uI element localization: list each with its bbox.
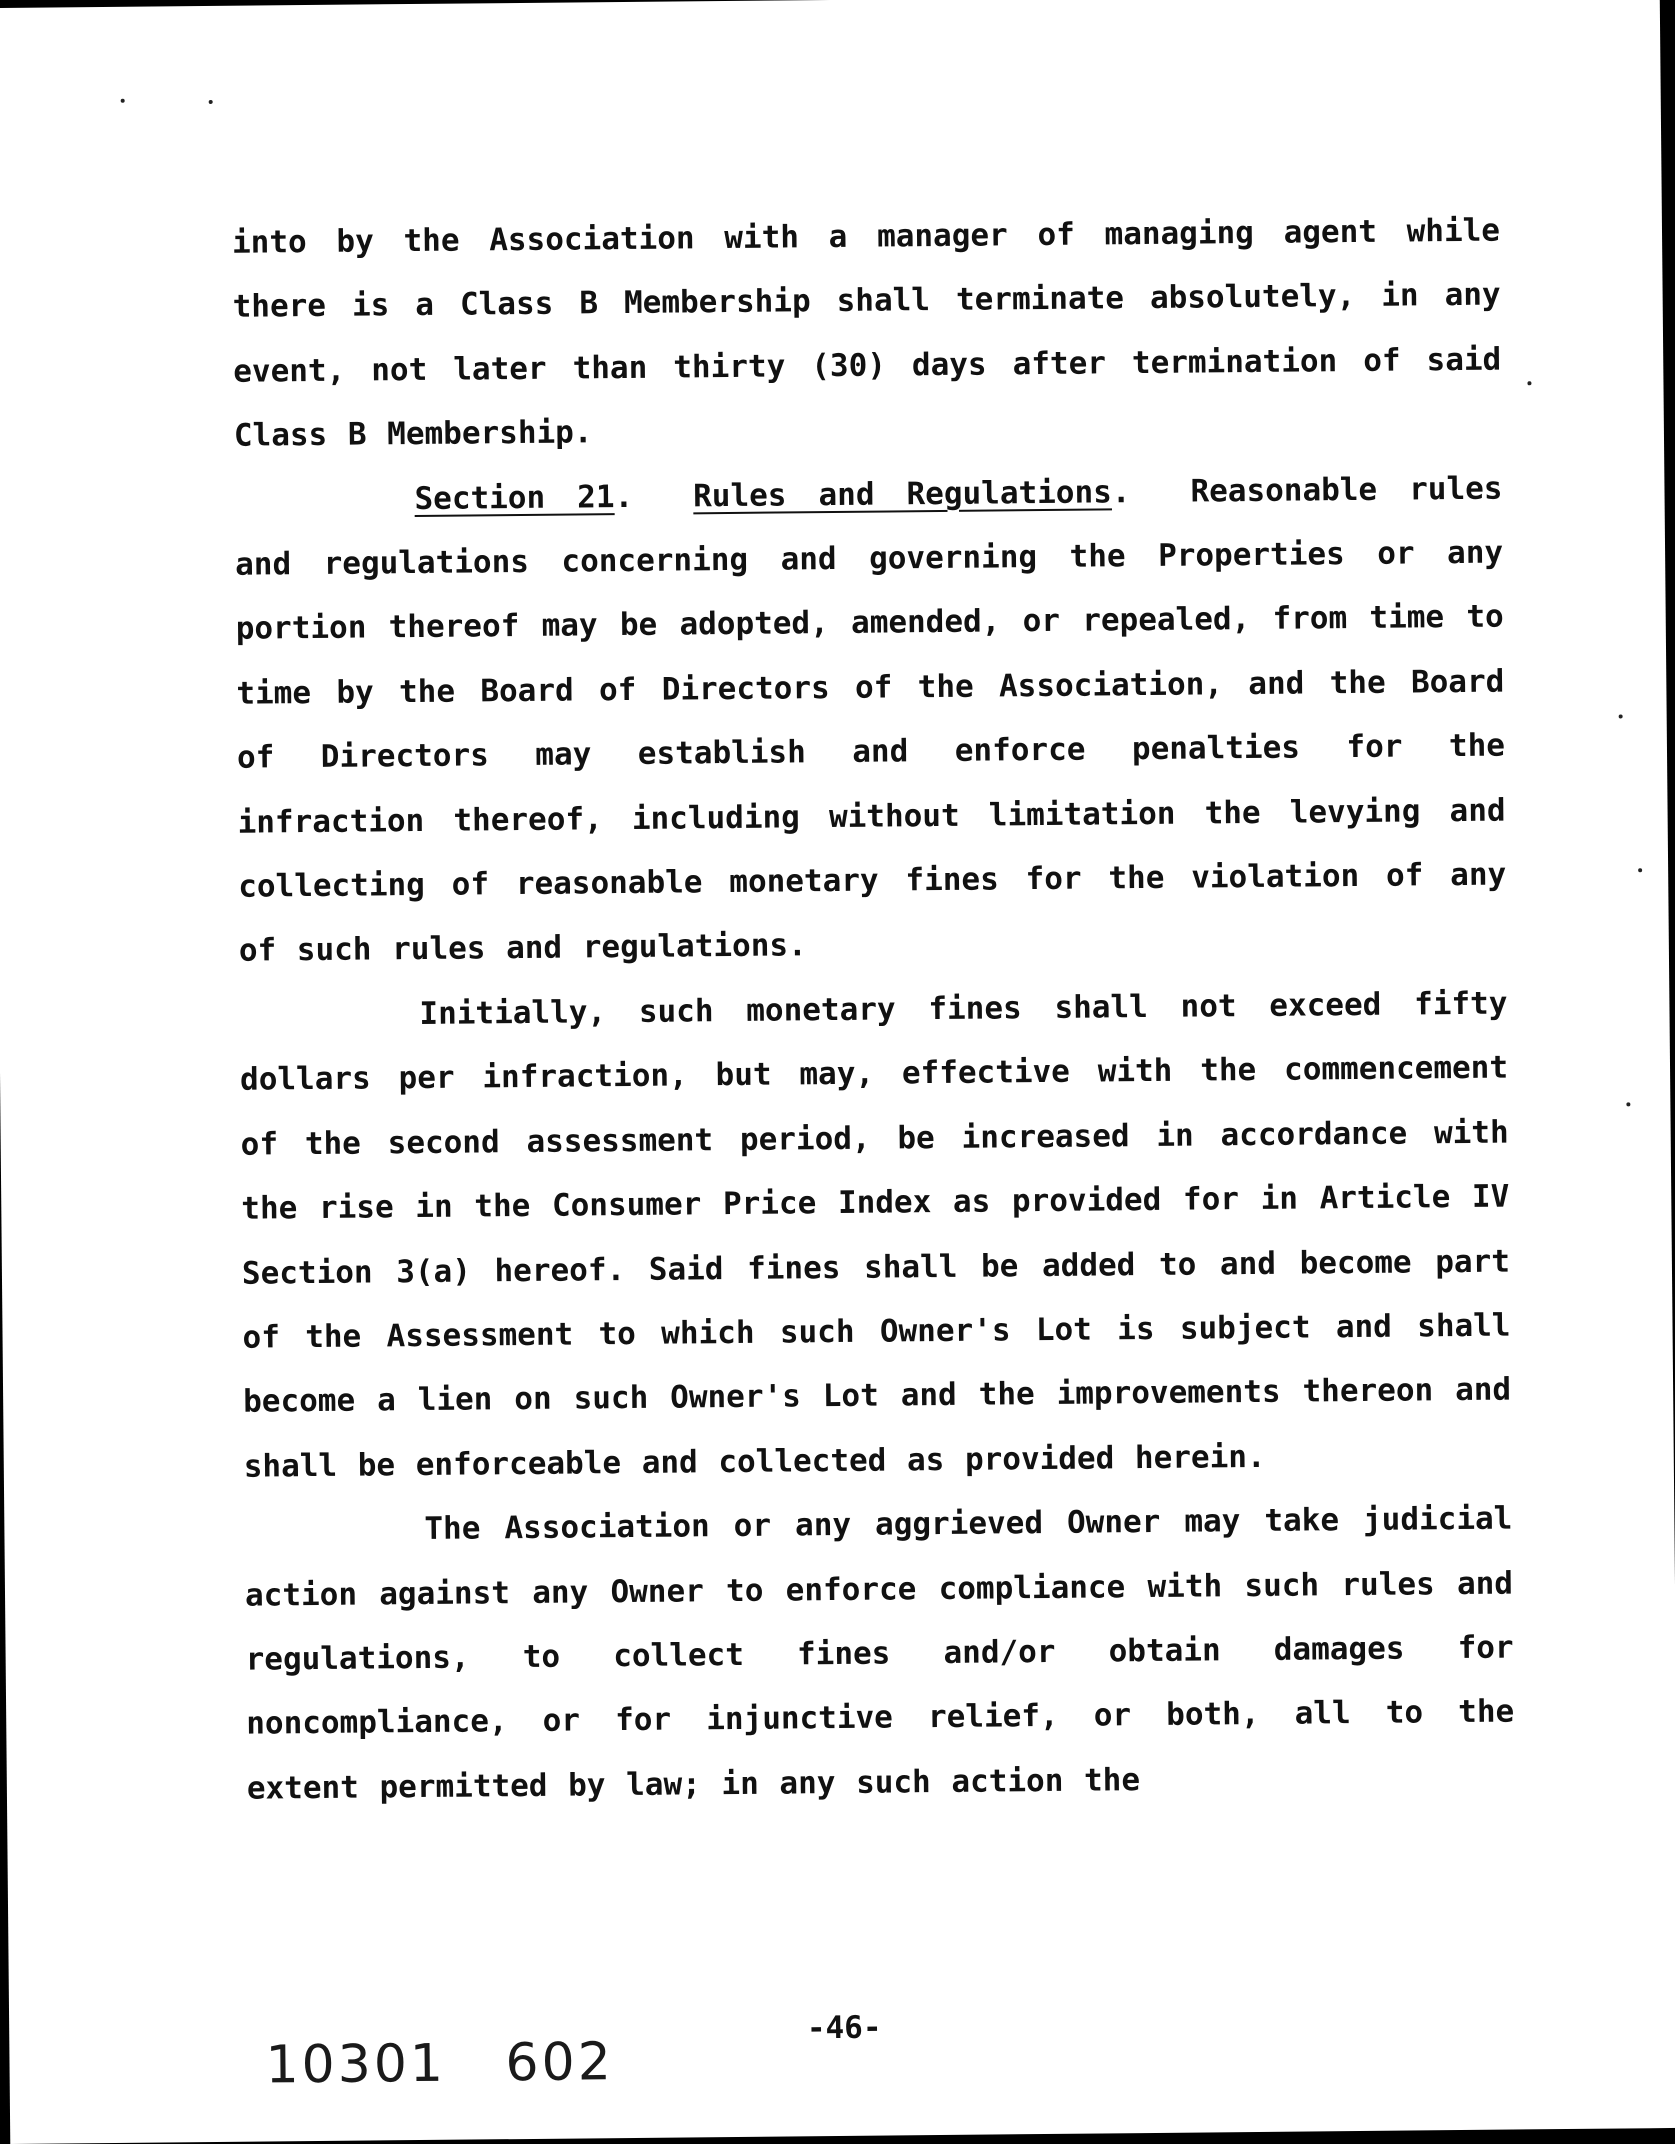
section-title: Rules and Regulations — [693, 473, 1112, 514]
page-number: -46- — [806, 2009, 882, 2047]
reference-number: 10301 602 — [265, 2032, 615, 2096]
paragraph-judicial-action: The Association or any aggrieved Owner may take judicial action against any Owner to enforce compliance with such rules and regulations, to collect fines and/or obtain damages for noncompliance, or for injunctive relief, or both, all to the extent permitted by law; in any such action the — [244, 1500, 1515, 1807]
section-number: Section 21 — [414, 478, 615, 517]
document-body — [232, 199, 1515, 1821]
paragraph-fines: Initially, such monetary fines shall not exceed fifty dollars per infraction, but may, effective with the commencement of the second assessment period, be increased in accordance with the rise in the Consumer Price Index as provided for in Article IV Section 3(a) hereof. Said fines shall be added to and become part of the Assessment to which such Owner's Lot is subject and shall become a lien on such Owner's Lot and the improvements thereon and shall be enforceable and collected as provided herein. — [239, 985, 1512, 1485]
paragraph-continuation: into by the Association with a manager of managing agent while there is a Class B Membership shall terminate absolutely, in any event, not later than thirty (30) days after termination of said Class B Membership. — [231, 212, 1502, 454]
scan-speck — [1626, 1102, 1630, 1106]
scan-speck — [1527, 381, 1531, 385]
scan-speck — [209, 100, 213, 104]
paragraph-body: Reasonable rules and regulations concerning and governing the Properties or any portion thereof may be adopted, amended, or repealed, from time to time by the Board of Directors of the Association, and the Board of Directors may establish and enforce penalties for the infraction thereof, including without limitation the levying and collecting of reasonable monetary fines for the violation of any of such rules and regulations. — [234, 470, 1507, 970]
scan-speck — [1619, 714, 1623, 718]
paragraph-section-21: Section 21. Rules and Regulations. Reasonable rules and regulations concerning and governing the Properties or any portion thereof may be adopted, amended, or repealed, from time to time by the Board of Directors of the Association, and the Board of Directors may establish and enforce penalties for the infraction thereof, including without limitation the levying and collecting of reasonable monetary fines for the violation of any of such rules and regulations. — [234, 470, 1507, 970]
scan-speck — [1638, 868, 1642, 872]
scan-speck — [121, 99, 125, 103]
